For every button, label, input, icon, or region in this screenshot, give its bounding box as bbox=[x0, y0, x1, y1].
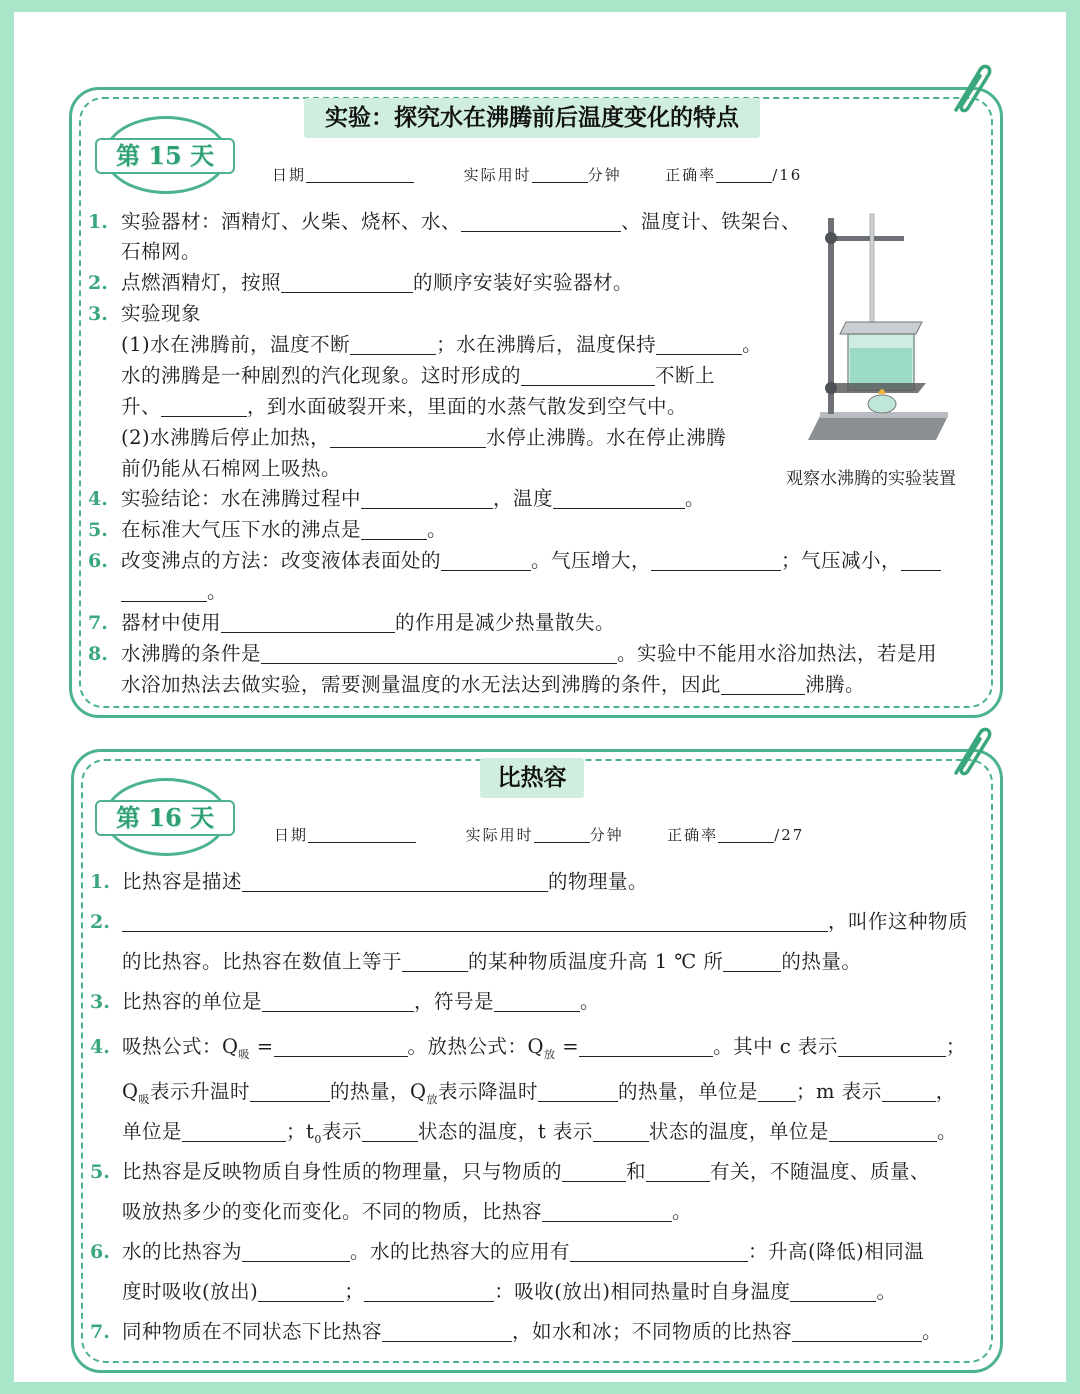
item-number: 4. bbox=[90, 1036, 110, 1058]
boiling-apparatus-illustration bbox=[800, 208, 970, 456]
answer-blank[interactable] bbox=[838, 1036, 946, 1057]
time-unit: 分钟 bbox=[589, 826, 624, 844]
answer-blank[interactable] bbox=[901, 550, 941, 571]
answer-blank[interactable] bbox=[553, 488, 685, 509]
day15-badge bbox=[104, 116, 228, 194]
answer-blank[interactable] bbox=[242, 871, 548, 892]
date-label: 日期 bbox=[274, 826, 309, 844]
list-item: 吸放热多少的变化而变化。不同的物质，比热容 。 bbox=[122, 1200, 693, 1223]
list-item: 比热容是描述 的物理量。 bbox=[122, 870, 649, 893]
answer-blank[interactable] bbox=[182, 1121, 286, 1142]
list-item: 在标准大气压下水的沸点是 。 bbox=[121, 518, 448, 541]
item-number: 6. bbox=[88, 550, 108, 572]
answer-blank[interactable] bbox=[521, 365, 655, 386]
answer-blank[interactable] bbox=[721, 674, 805, 695]
answer-blank[interactable] bbox=[593, 1121, 649, 1142]
time-input[interactable] bbox=[532, 166, 588, 183]
time-unit: 分钟 bbox=[587, 166, 622, 184]
answer-blank[interactable] bbox=[350, 334, 436, 355]
answer-blank[interactable] bbox=[250, 1081, 330, 1102]
list-item: 水浴加热法去做实验，需要测量温度的水无法达到沸腾的条件，因此 沸腾。 bbox=[121, 673, 866, 696]
answer-blank[interactable] bbox=[361, 519, 427, 540]
answer-blank[interactable] bbox=[122, 911, 828, 932]
time-label: 实际用时 bbox=[465, 826, 534, 844]
answer-blank[interactable] bbox=[461, 211, 621, 232]
list-item: 改变沸点的方法：改变液体表面处的 。气压增大， ；气压减小， bbox=[121, 547, 941, 575]
item-number: 5. bbox=[88, 519, 108, 541]
list-item: 石棉网。 bbox=[121, 240, 202, 263]
day16-badge-label: 第 16 天 bbox=[95, 800, 235, 836]
answer-blank[interactable] bbox=[281, 272, 413, 293]
day16-meta bbox=[274, 824, 804, 845]
item-number: 1. bbox=[88, 211, 108, 233]
item-number: 7. bbox=[90, 1321, 110, 1343]
figure-caption: 观察水沸腾的实验装置 bbox=[786, 469, 956, 489]
answer-blank[interactable] bbox=[261, 643, 617, 664]
answer-blank[interactable] bbox=[570, 1241, 748, 1262]
list-item: $Q_吸$表示升温时 的热量，$Q_放$表示降温时 的热量，单位是 ；m 表示 ， bbox=[122, 1080, 956, 1106]
day16-title: 比热容 bbox=[480, 758, 584, 798]
list-item: 水沸腾的条件是 。实验中不能用水浴加热法，若是用 bbox=[121, 642, 938, 665]
answer-blank[interactable] bbox=[382, 1321, 512, 1342]
day15-badge-label: 第 15 天 bbox=[95, 138, 235, 174]
accuracy-input[interactable] bbox=[718, 826, 774, 843]
answer-blank[interactable] bbox=[758, 1081, 796, 1102]
list-item: 器材中使用 的作用是减少热量散失。 bbox=[121, 611, 616, 634]
answer-blank[interactable] bbox=[542, 1201, 672, 1222]
date-label: 日期 bbox=[272, 166, 307, 184]
time-label: 实际用时 bbox=[463, 166, 532, 184]
item-number: 5. bbox=[90, 1161, 110, 1183]
list-item: 水的比热容为 。水的比热容大的应用有 ：升高(降低)相同温 bbox=[122, 1240, 925, 1263]
answer-blank[interactable] bbox=[402, 951, 468, 972]
answer-blank[interactable] bbox=[361, 488, 493, 509]
list-item: (1)水在沸腾前，温度不断 ；水在沸腾后，温度保持 。 bbox=[121, 333, 763, 356]
list-item: 度时吸收(放出) ； ：吸收(放出)相同热量时自身温度 。 bbox=[122, 1280, 897, 1303]
list-item: 水的沸腾是一种剧烈的汽化现象。这时形成的 不断上 bbox=[121, 364, 716, 387]
answer-blank[interactable] bbox=[262, 991, 414, 1012]
answer-blank[interactable] bbox=[829, 1121, 937, 1142]
date-input[interactable] bbox=[306, 166, 414, 183]
item-number: 2. bbox=[90, 911, 110, 933]
list-item: 单位是 ；$t_0$表示 状态的温度，t 表示 状态的温度，单位是 。 bbox=[122, 1120, 957, 1146]
day16-badge bbox=[104, 778, 228, 856]
day15-title: 实验：探究水在沸腾前后温度变化的特点 bbox=[304, 98, 760, 138]
answer-blank[interactable] bbox=[882, 1081, 936, 1102]
paperclip-icon bbox=[944, 723, 994, 785]
accuracy-label: 正确率 bbox=[667, 826, 719, 844]
answer-blank[interactable] bbox=[441, 550, 531, 571]
item-number: 3. bbox=[88, 303, 108, 325]
answer-blank[interactable] bbox=[790, 1281, 876, 1302]
answer-blank[interactable] bbox=[538, 1081, 618, 1102]
answer-blank[interactable] bbox=[362, 1121, 418, 1142]
list-item: 。 bbox=[121, 578, 227, 606]
item-number: 2. bbox=[88, 272, 108, 294]
date-input[interactable] bbox=[308, 826, 416, 843]
answer-blank[interactable] bbox=[579, 1036, 713, 1057]
answer-blank[interactable] bbox=[646, 1161, 710, 1182]
item-number: 1. bbox=[90, 871, 110, 893]
list-item: (2)水沸腾后停止加热， 水停止沸腾。水在停止沸腾 bbox=[121, 426, 727, 449]
accuracy-total: /27 bbox=[774, 826, 805, 844]
list-item: ，叫作这种物质 bbox=[122, 908, 968, 936]
answer-blank[interactable] bbox=[723, 951, 781, 972]
item-number: 6. bbox=[90, 1241, 110, 1263]
item-number: 3. bbox=[90, 991, 110, 1013]
list-item: 的比热容。比热容在数值上等于 的某种物质温度升高 1 ℃ 所 的热量。 bbox=[122, 950, 862, 973]
list-item: 吸热公式：$Q_吸$ = 。放热公式：$Q_放$ = 。其中 c 表示 ； bbox=[122, 1035, 966, 1061]
answer-blank[interactable] bbox=[274, 1036, 408, 1057]
answer-blank[interactable] bbox=[258, 1281, 344, 1302]
list-item: 前仍能从石棉网上吸热。 bbox=[121, 457, 342, 480]
paperclip-icon bbox=[944, 60, 994, 122]
list-item: 升、 ，到水面破裂开来，里面的水蒸气散发到空气中。 bbox=[121, 395, 688, 418]
answer-blank[interactable] bbox=[242, 1241, 350, 1262]
item-number: 4. bbox=[88, 488, 108, 510]
accuracy-total: /16 bbox=[772, 166, 803, 184]
list-item: 实验结论：水在沸腾过程中 ，温度 。 bbox=[121, 487, 706, 510]
worksheet-page bbox=[14, 12, 1066, 1382]
answer-blank[interactable] bbox=[221, 612, 395, 633]
list-item: 比热容的单位是 ，符号是 。 bbox=[122, 990, 601, 1013]
answer-blank[interactable] bbox=[562, 1161, 626, 1182]
list-item: 同种物质在不同状态下比热容 ，如水和冰；不同物质的比热容 。 bbox=[122, 1320, 943, 1343]
answer-blank[interactable] bbox=[364, 1281, 494, 1302]
answer-blank[interactable] bbox=[792, 1321, 922, 1342]
item-number: 7. bbox=[88, 612, 108, 634]
accuracy-label: 正确率 bbox=[665, 166, 717, 184]
answer-blank[interactable] bbox=[494, 991, 580, 1012]
accuracy-input[interactable] bbox=[716, 166, 772, 183]
list-item: 比热容是反映物质自身性质的物理量，只与物质的 和 有关，不随温度、质量、 bbox=[122, 1160, 931, 1183]
answer-blank[interactable] bbox=[656, 334, 742, 355]
time-input[interactable] bbox=[534, 826, 590, 843]
answer-blank[interactable] bbox=[121, 581, 207, 602]
day15-meta bbox=[272, 164, 802, 185]
answer-blank[interactable] bbox=[651, 550, 781, 571]
list-item: 点燃酒精灯，按照 的顺序安装好实验器材。 bbox=[121, 271, 634, 294]
list-item: 实验现象 bbox=[121, 302, 202, 325]
item-number: 8. bbox=[88, 643, 108, 665]
list-item: 实验器材：酒精灯、火柴、烧杯、水、 、温度计、铁架台、 bbox=[121, 210, 802, 233]
answer-blank[interactable] bbox=[161, 396, 247, 417]
answer-blank[interactable] bbox=[330, 427, 486, 448]
